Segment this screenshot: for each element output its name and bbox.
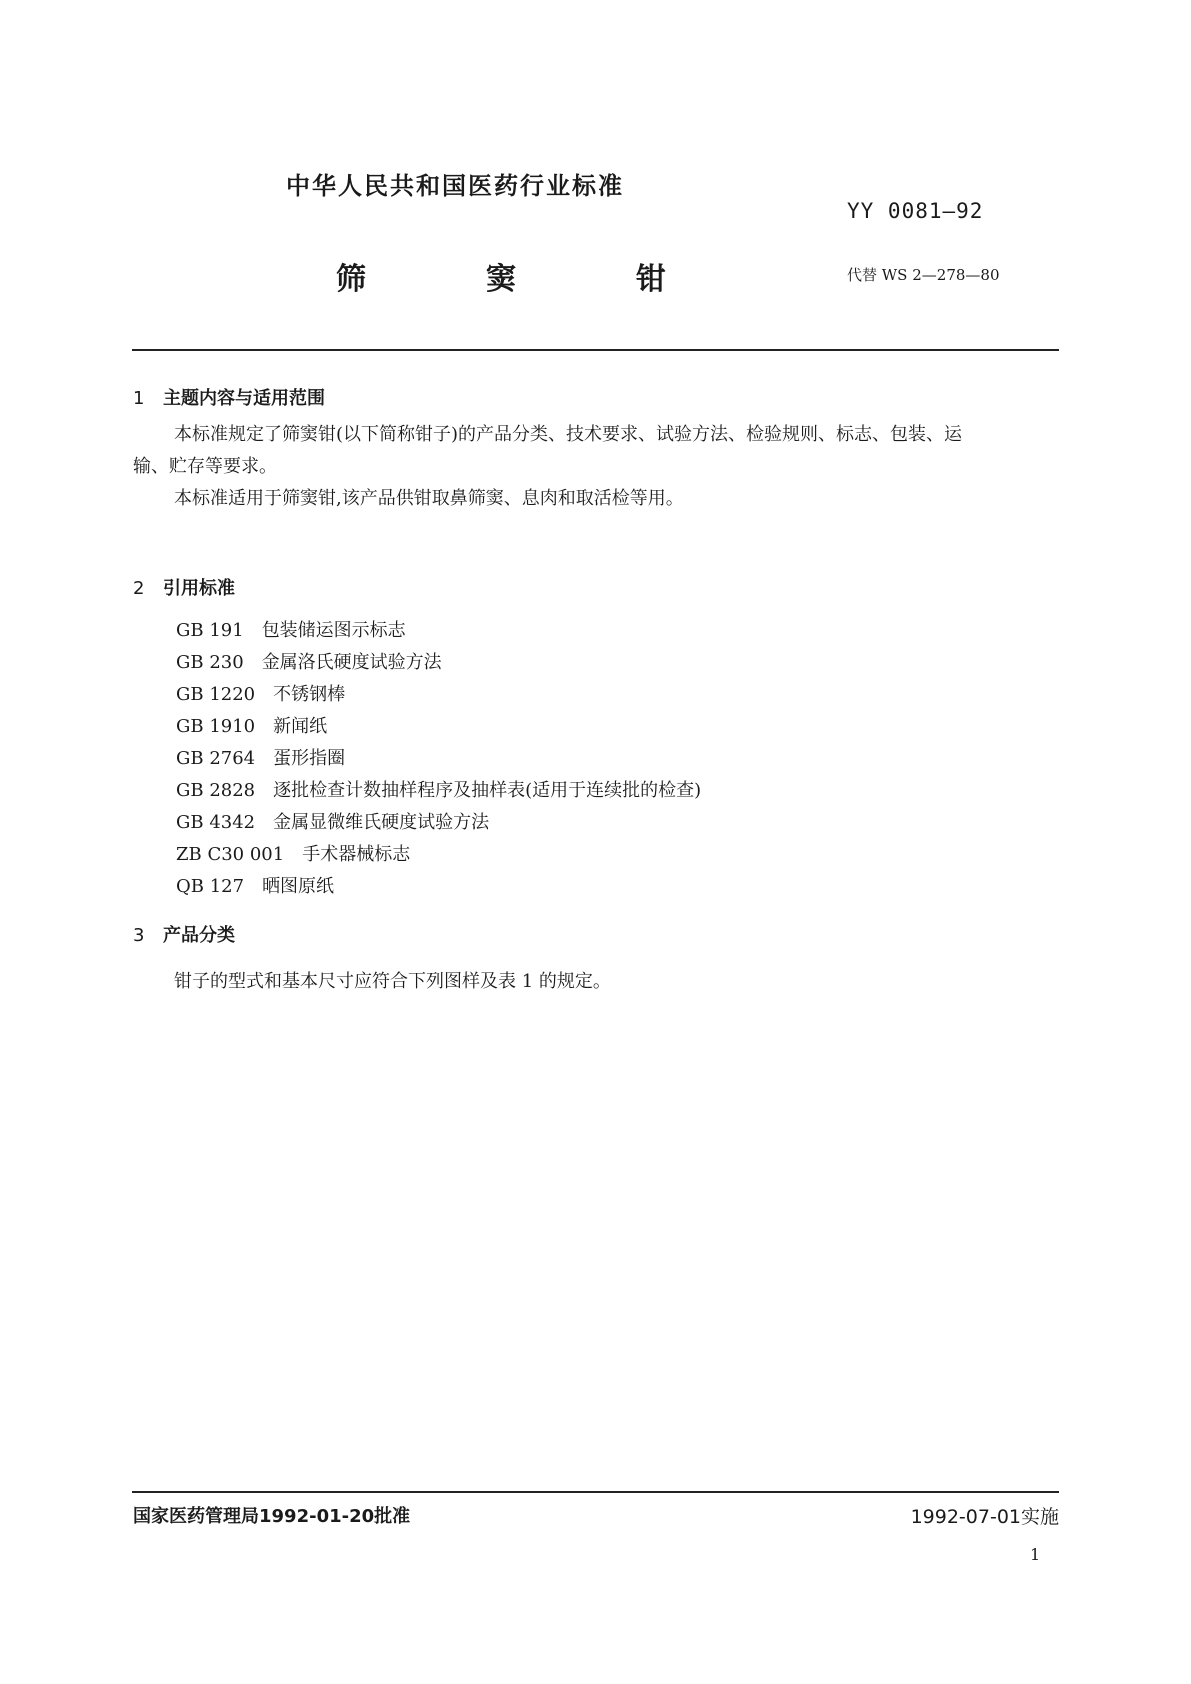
section-3-heading — [133, 921, 235, 947]
reference-title: 不锈钢棒 — [273, 684, 346, 705]
section-number: 1 — [133, 388, 145, 409]
section-1-heading — [133, 384, 325, 410]
reference-code: GB 2828 — [176, 780, 256, 801]
reference-code: GB 1220 — [176, 684, 256, 705]
section-number: 3 — [133, 925, 145, 946]
standard-code: YY 0081—92 — [847, 199, 984, 223]
reference-row — [176, 744, 345, 770]
reference-row — [176, 808, 489, 834]
reference-code: QB 127 — [176, 876, 245, 897]
reference-title: 逐批检查计数抽样程序及抽样表(适用于连续批的检查) — [273, 780, 702, 801]
reference-code: ZB C30 001 — [176, 844, 285, 865]
reference-title: 金属洛氏硬度试验方法 — [261, 652, 442, 673]
reference-title: 新闻纸 — [273, 716, 328, 737]
document-title — [336, 254, 666, 298]
effective-date: 1992-07-01实施 — [910, 1506, 1059, 1528]
title-char: 筛 — [336, 262, 366, 297]
reference-row — [176, 840, 410, 866]
section-1-paragraph-1-line-1: 本标准规定了筛窦钳(以下简称钳子)的产品分类、技术要求、试验方法、检验规则、标志、包装、运 — [174, 424, 963, 445]
section-number: 2 — [133, 578, 145, 599]
reference-row — [176, 872, 334, 898]
footer-divider — [132, 1491, 1059, 1493]
page-number: 1 — [1030, 1545, 1041, 1564]
issuing-body-title: 中华人民共和国医药行业标准 — [286, 172, 624, 200]
section-2-heading — [133, 574, 235, 600]
reference-row — [176, 616, 406, 642]
reference-title: 手术器械标志 — [302, 844, 411, 865]
reference-row — [176, 712, 327, 738]
reference-code: GB 191 — [176, 620, 244, 641]
reference-title: 蛋形指圈 — [273, 748, 346, 769]
reference-title: 金属显微维氏硬度试验方法 — [273, 812, 490, 833]
replaces-standard: 代替 WS 2—278—80 — [847, 266, 1000, 284]
reference-row — [176, 776, 701, 802]
reference-title: 包装储运图示标志 — [261, 620, 406, 641]
reference-code: GB 1910 — [176, 716, 256, 737]
section-title: 引用标准 — [163, 578, 235, 599]
section-1-paragraph-2: 本标准适用于筛窦钳,该产品供钳取鼻筛窦、息肉和取活检等用。 — [174, 488, 684, 509]
reference-row — [176, 648, 442, 674]
section-title: 产品分类 — [163, 925, 235, 946]
reference-row — [176, 680, 345, 706]
reference-title: 晒图原纸 — [262, 876, 335, 897]
section-3-paragraph-1: 钳子的型式和基本尺寸应符合下列图样及表 1 的规定。 — [174, 971, 611, 992]
title-char: 钳 — [636, 262, 666, 297]
approval-date: 国家医药管理局1992-01-20批准 — [133, 1506, 411, 1527]
reference-code: GB 4342 — [176, 812, 256, 833]
section-1-paragraph-1-line-2: 输、贮存等要求。 — [133, 456, 277, 477]
header-divider — [132, 349, 1059, 351]
reference-code: GB 230 — [176, 652, 244, 673]
reference-code: GB 2764 — [176, 748, 256, 769]
title-char: 窦 — [486, 262, 516, 297]
section-title: 主题内容与适用范围 — [163, 388, 325, 409]
